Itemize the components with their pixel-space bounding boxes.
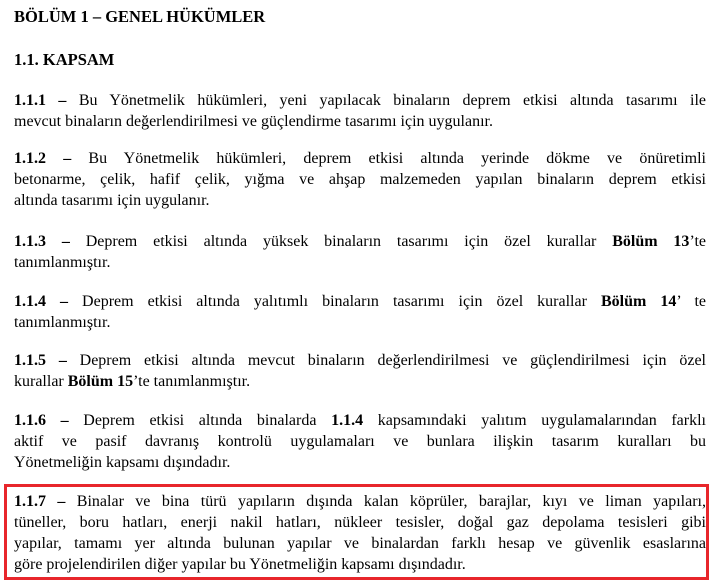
clause-number: 1.1.5 – bbox=[14, 352, 67, 369]
paragraph-1-1-2 bbox=[14, 148, 706, 211]
paragraph-1-1-7 bbox=[14, 491, 706, 575]
paragraph-line bbox=[14, 291, 706, 312]
paragraph-text: Yönetmeliğin kapsamı dışındadır. bbox=[14, 454, 231, 471]
clause-number: 1.1.3 – bbox=[14, 233, 70, 250]
paragraph-line bbox=[14, 169, 706, 190]
paragraph-1-1-1 bbox=[14, 90, 706, 132]
paragraph-text: Deprem etkisi altında yüksek binaların tasarımı için özel kurallar bbox=[69, 233, 613, 250]
paragraph-text: Deprem etkisi altında binalarda bbox=[68, 412, 332, 429]
paragraph-line bbox=[14, 491, 706, 512]
paragraph-text: ’te tanımlanmıştır. bbox=[133, 373, 251, 390]
paragraph-line bbox=[14, 252, 706, 273]
paragraph-text: Binalar ve bina türü yapıların dışında kalan köprüler, barajlar, kıyı ve liman yapıları, bbox=[65, 493, 706, 510]
paragraph-line bbox=[14, 231, 706, 252]
paragraph-text: betonarme, çelik, hafif çelik, yığma ve ahşap malzemeden yapılan binaların deprem etkisi bbox=[14, 171, 706, 188]
paragraph-line bbox=[14, 190, 706, 211]
clause-reference: 1.1.4 bbox=[331, 412, 364, 429]
paragraph-1-1-5 bbox=[14, 350, 706, 392]
paragraph-text: aktif ve pasif davranış kontrolü uygulamaları ve bunlara ilişkin tasarım kuralları bu bbox=[14, 433, 706, 450]
paragraph-text: mevcut binaların değerlendirilmesi ve güçlendirme tasarımı için uygulanır. bbox=[14, 113, 493, 130]
paragraph-line bbox=[14, 312, 706, 333]
paragraph-line bbox=[14, 371, 706, 392]
chapter-reference: Bölüm 15 bbox=[67, 373, 134, 390]
paragraph-text: ’ te bbox=[676, 293, 706, 310]
clause-number: 1.1.2 – bbox=[14, 150, 72, 167]
paragraph-text: kurallar bbox=[14, 373, 68, 390]
paragraph-text: tüneller, boru hatları, enerji nakil hatları, nükleer tesisler, doğal gaz depolama tesisleri gibi bbox=[14, 514, 706, 531]
paragraph-text: tanımlanmıştır. bbox=[14, 314, 111, 331]
paragraph-line bbox=[14, 512, 706, 533]
paragraph-text: kapsamındaki yalıtım uygulamalarından farklı bbox=[363, 412, 706, 429]
paragraph-line bbox=[14, 452, 706, 473]
paragraph-text: yapılar, tamamı yer altında bulunan yapılar ve binalardan farklı hesap ve güvenlik esaslarına bbox=[14, 535, 706, 552]
paragraph-1-1-6 bbox=[14, 410, 706, 473]
chapter-reference: Bölüm 14 bbox=[600, 293, 677, 310]
section-title: 1.1. KAPSAM bbox=[14, 50, 115, 69]
paragraph-line bbox=[14, 554, 706, 575]
paragraph-text: altında tasarımı için uygulanır. bbox=[14, 192, 210, 209]
paragraph-1-1-3 bbox=[14, 231, 706, 273]
paragraph-text: Deprem etkisi altında yalıtımlı binaların tasarımı için özel kurallar bbox=[68, 293, 601, 310]
paragraph-text: ’te bbox=[689, 233, 706, 250]
paragraph-text: Deprem etkisi altında mevcut binaların değerlendirilmesi ve güçlendirilmesi için özel bbox=[66, 352, 706, 369]
clause-number: 1.1.6 – bbox=[14, 412, 69, 429]
paragraph-text: Bu Yönetmelik hükümleri, deprem etkisi altında yerinde dökme ve önüretimli bbox=[71, 150, 706, 167]
clause-number: 1.1.4 – bbox=[14, 293, 69, 310]
clause-number: 1.1.1 – bbox=[14, 92, 67, 109]
paragraph-1-1-4 bbox=[14, 291, 706, 333]
chapter-reference: Bölüm 13 bbox=[612, 233, 690, 250]
paragraph-text: göre projelendirilen diğer yapılar bu Yönetmeliğin kapsamı dışındadır. bbox=[14, 556, 466, 573]
paragraph-text: tanımlanmıştır. bbox=[14, 254, 111, 271]
paragraph-line bbox=[14, 111, 706, 132]
paragraph-line bbox=[14, 90, 706, 111]
chapter-title: BÖLÜM 1 – GENEL HÜKÜMLER bbox=[14, 7, 266, 26]
clause-number: 1.1.7 – bbox=[14, 493, 66, 510]
paragraph-line bbox=[14, 533, 706, 554]
paragraph-text: Bu Yönetmelik hükümleri, yeni yapılacak binaların deprem etkisi altında tasarımı ile bbox=[66, 92, 706, 109]
paragraph-line bbox=[14, 410, 706, 431]
paragraph-line bbox=[14, 350, 706, 371]
paragraph-line bbox=[14, 431, 706, 452]
paragraph-line bbox=[14, 148, 706, 169]
